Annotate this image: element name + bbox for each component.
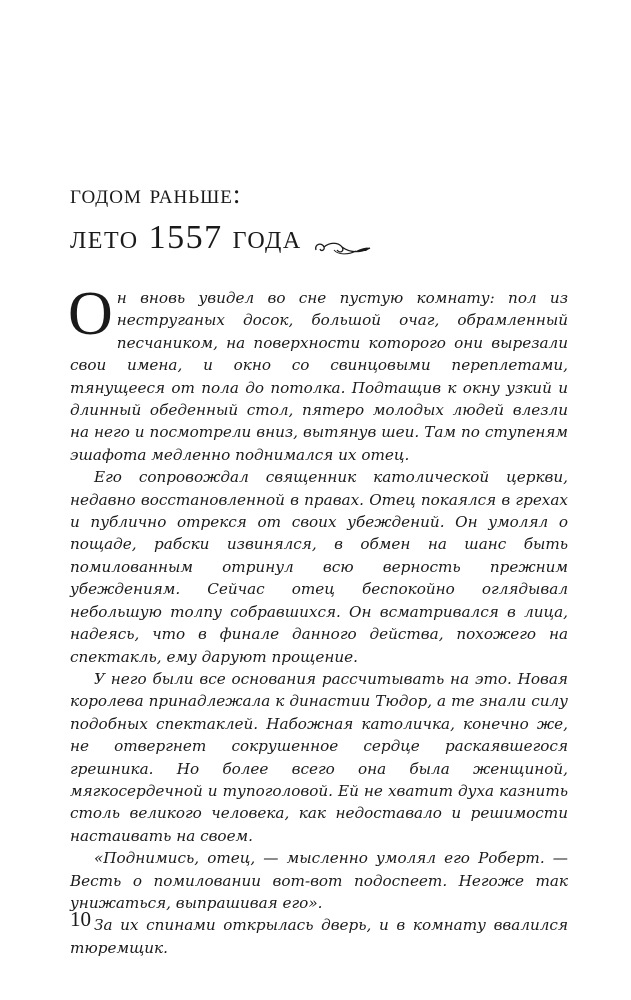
chapter-title-text: лето 1557 года: [70, 219, 302, 256]
page-number: 10: [70, 907, 91, 931]
paragraph-text: н вновь увидел во сне пустую комнату: пол из неструганых досок, большой очаг, обрамленный песчаником, на поверхности которого они вырезали свои имена, и окно со свинцовыми переплетами, тянущееся от пола до потолка. Подтащив к окну узкий и длинный обеденный стол, пятеро молодых людей влезли на него и посмотрели вниз, вытянув шеи. Там по ступеням эшафота медленно поднимался их отец.: [70, 289, 568, 464]
paragraph: За их спинами открылась дверь, и в комнату ввалился тюремщик.: [70, 916, 568, 957]
chapter-subtitle: годом раньше:: [70, 179, 242, 209]
chapter-title: [70, 218, 372, 258]
paragraph: У него были все основания рассчитывать на это. Новая королева принадлежала к династии Тюдор, а те знали силу подобных спектаклей. Набожная католичка, конечно же, не отвергнет сокрушенное сердце раскаявшегося грешника. Но более всего она была женщиной, мягкосердечной и тупоголовой. Ей не хватит духа казнить столь великого человека, как недоставало и решимости настаивать на своем.: [70, 669, 568, 845]
chapter-body: [68, 280, 568, 959]
paragraph: «Поднимись, отец, — мысленно умолял его Роберт. — Весть о помиловании вот-вот подоспеет. Негоже так унижаться, выпрашивая его».: [70, 849, 568, 912]
paragraph: Его сопровождал священник католической церкви, недавно восстановленной в правах. Отец покаялся в грехах и публично отрекся от своих убеждений. Он умолял о пощаде, рабски извинялся, в обмен на шанс быть помилованным отринул всю верность прежним убеждениям. Сейчас отец беспокойно оглядывал небольшую толпу собравшихся. Он всматривался в лица, надеясь, что в финале данного действа, похожего на спектакль, ему даруют прощение.: [70, 468, 568, 666]
drop-cap: О: [68, 280, 113, 348]
flourish-ornament-icon: [312, 228, 372, 248]
paragraph: [68, 280, 568, 466]
